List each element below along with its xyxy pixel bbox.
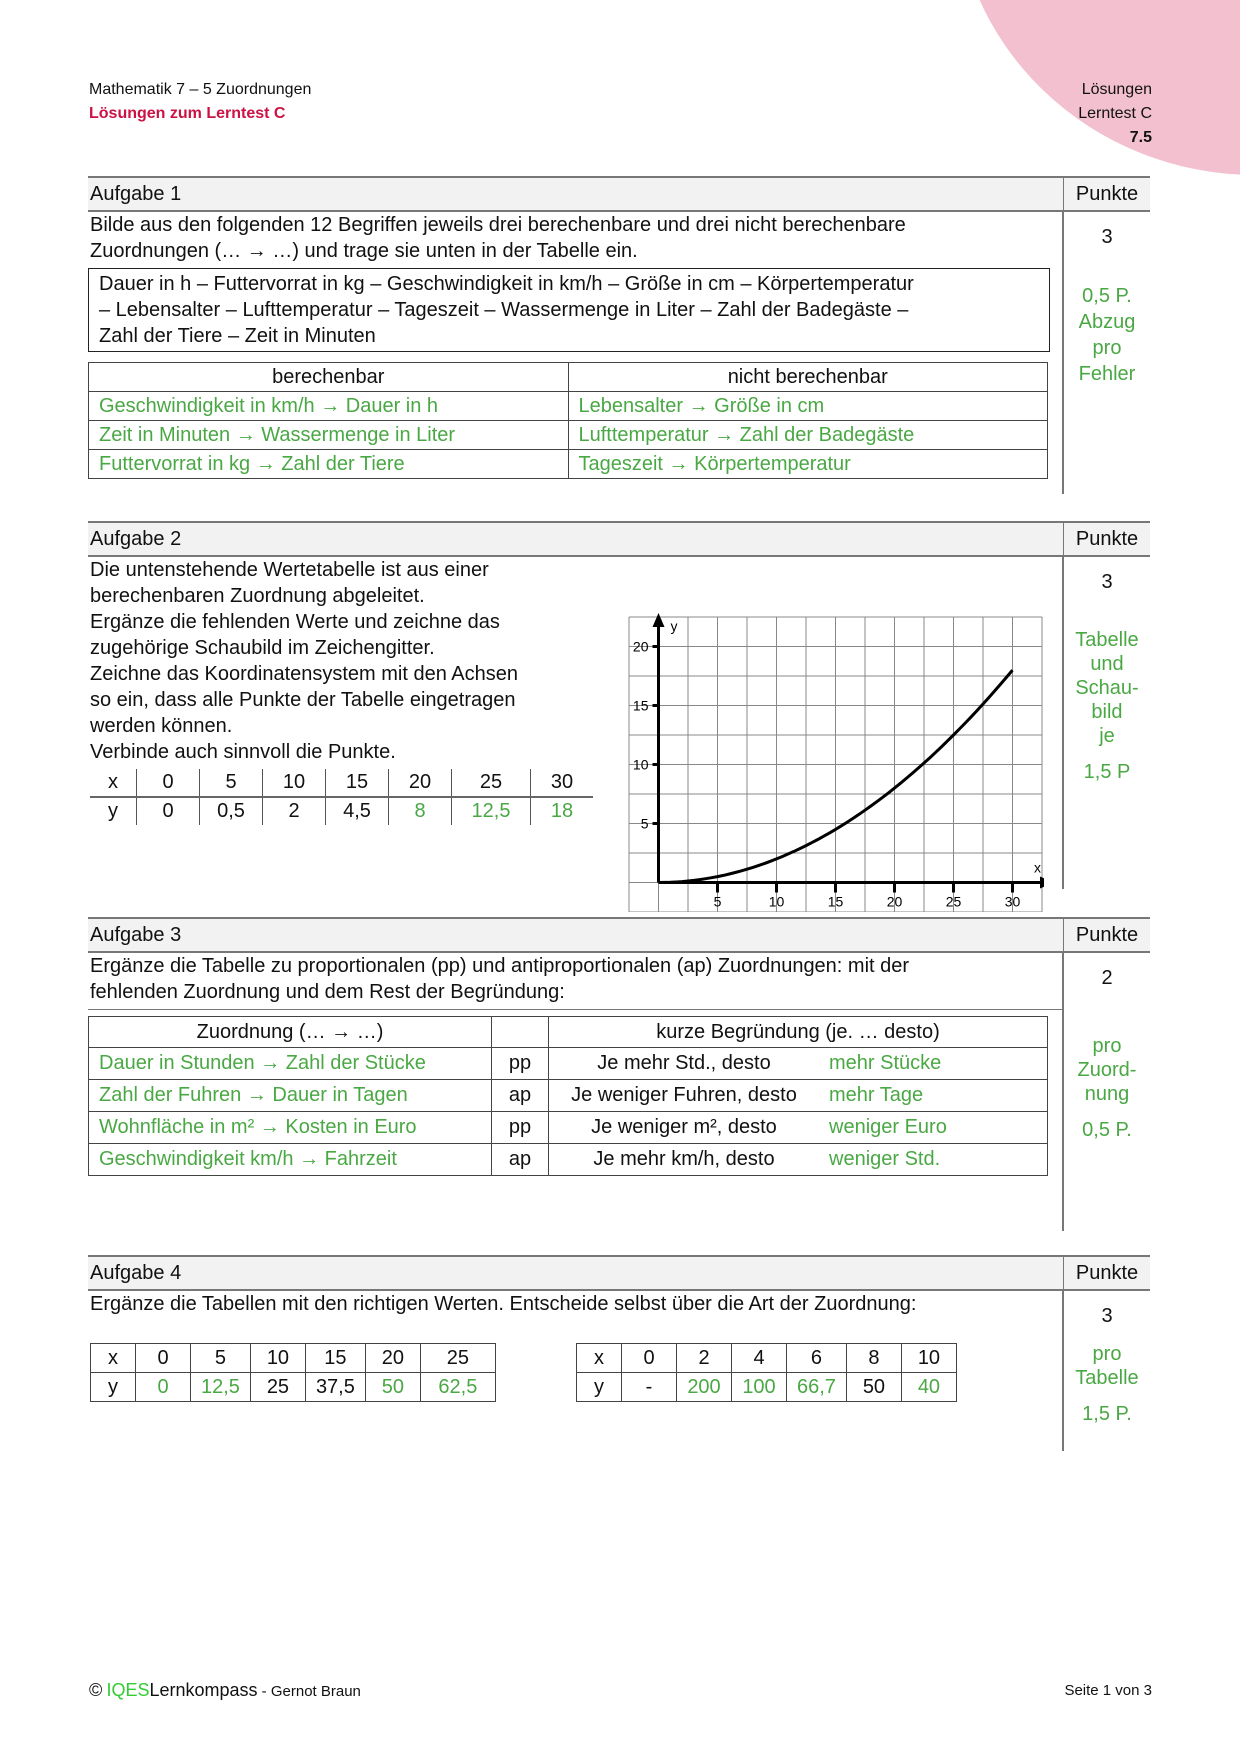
- col-header-begruendung: kurze Begründung (je. … desto): [549, 1017, 1048, 1048]
- task-1-instruction-1: Bilde aus den folgenden 12 Begriffen jeweils drei berechenbare und drei nicht berechenbare: [90, 214, 906, 236]
- value-cell: 37,5: [305, 1373, 365, 1402]
- header-right-line2: Lerntest C: [1078, 105, 1152, 122]
- task-2: [88, 521, 1150, 910]
- value-cell: 40: [901, 1373, 956, 1402]
- value-table: [90, 769, 593, 825]
- terms-line-3: Zahl der Tiere – Zeit in Minuten: [99, 325, 376, 347]
- task-2-points: [1064, 557, 1150, 889]
- course-title: Mathematik 7 – 5 Zuordnungen: [89, 81, 312, 98]
- svg-text:15: 15: [827, 893, 844, 910]
- note-line: Schau-: [1075, 677, 1139, 699]
- value-cell: 8: [846, 1344, 901, 1373]
- type-cell: pp: [492, 1048, 549, 1080]
- row-label: y: [577, 1373, 622, 1402]
- terms-line-2: – Lebensalter – Lufttemperatur – Tageszeit – Wassermenge in Liter – Zahl der Badegäste –: [99, 299, 909, 321]
- task-4-table-1: [90, 1343, 496, 1402]
- value-cell: 6: [787, 1344, 847, 1373]
- value-cell: 4,5: [326, 797, 389, 825]
- answer-cell: Tageszeit → Körpertemperatur: [568, 450, 1048, 479]
- task-3-instruction-2: fehlenden Zuordnung und dem Rest der Begründung:: [88, 979, 1062, 1010]
- note-line: pro: [1092, 337, 1122, 359]
- value-cell: 25: [420, 1344, 495, 1373]
- value-cell: 4: [732, 1344, 787, 1373]
- note-line: Zuord-: [1077, 1059, 1137, 1081]
- value-cell: 12,5: [191, 1373, 251, 1402]
- value-cell: 200: [677, 1373, 732, 1402]
- value-cell: 12,5: [452, 797, 531, 825]
- table-row: [89, 421, 1048, 450]
- task-4-table-2: [576, 1343, 957, 1402]
- svg-text:30: 30: [1004, 893, 1021, 910]
- instruction-line: Zeichne das Koordinatensystem mit den Achsen: [90, 663, 519, 685]
- task-3-points: [1064, 953, 1150, 1231]
- col-header-type: [492, 1017, 549, 1048]
- task-3-table: [88, 1016, 1048, 1176]
- author: - Gernot Braun: [257, 1683, 361, 1700]
- page-header-left: [89, 78, 311, 126]
- answer-cell: mehr Stücke: [819, 1048, 1048, 1080]
- document-subtitle: Lösungen zum Lerntest C: [89, 105, 286, 122]
- table-row: [89, 1048, 1048, 1080]
- task-3-instruction-1: Ergänze die Tabelle zu proportionalen (pp) und antiproportionalen (ap) Zuordnungen: mit der: [90, 955, 910, 977]
- answer-cell: weniger Euro: [819, 1112, 1048, 1144]
- footer-left: [89, 1680, 361, 1701]
- answer-cell: weniger Std.: [819, 1144, 1048, 1176]
- value-cell: -: [622, 1373, 677, 1402]
- value-cell: 10: [263, 769, 326, 797]
- task-1-title: Aufgabe 1: [88, 178, 1064, 210]
- value-cell: 10: [901, 1344, 956, 1373]
- value-cell: 50: [846, 1373, 901, 1402]
- note-line: bild: [1091, 701, 1123, 723]
- answer-cell: Zeit in Minuten → Wassermenge in Liter: [89, 421, 569, 450]
- note-line: pro: [1092, 1035, 1122, 1057]
- task-2-title: Aufgabe 2: [88, 523, 1064, 555]
- value-cell: 25: [250, 1373, 305, 1402]
- value-cell: 0: [622, 1344, 677, 1373]
- table-row: [89, 1080, 1048, 1112]
- row-label: x: [577, 1344, 622, 1373]
- type-cell: ap: [492, 1144, 549, 1176]
- points-header: Punkte: [1075, 924, 1139, 946]
- value-cell: 8: [389, 797, 452, 825]
- value-cell: 62,5: [420, 1373, 495, 1402]
- brand-iqes: IQES: [106, 1680, 150, 1700]
- note-points: 1,5 P: [1083, 761, 1131, 783]
- task-3: [88, 917, 1150, 1231]
- brand-lernkompass: Lernkompass: [149, 1680, 258, 1700]
- value-cell: 10: [250, 1344, 305, 1373]
- table-row: [89, 1112, 1048, 1144]
- svg-text:25: 25: [945, 893, 962, 910]
- type-cell: ap: [492, 1080, 549, 1112]
- value-cell: 0: [136, 1373, 191, 1402]
- svg-text:20: 20: [886, 893, 903, 910]
- col-header-berechenbar: berechenbar: [89, 363, 569, 392]
- task-4-title: Aufgabe 4: [88, 1257, 1064, 1289]
- table-row: [89, 1144, 1048, 1176]
- row-label: y: [90, 797, 137, 825]
- header-right-line1: Lösungen: [1081, 81, 1152, 98]
- svg-text:20: 20: [632, 638, 649, 655]
- value-cell: 100: [732, 1373, 787, 1402]
- value-cell: 0: [137, 769, 200, 797]
- svg-text:y: y: [670, 618, 678, 634]
- terms-line-1: Dauer in h – Futtervorrat in kg – Geschwindigkeit in km/h – Größe in cm – Körpertemperatur: [99, 273, 914, 295]
- points-header: Punkte: [1075, 528, 1139, 550]
- points-header: Punkte: [1075, 183, 1139, 205]
- instruction-line: Verbinde auch sinnvoll die Punkte.: [90, 741, 396, 763]
- points-value: 3: [1101, 1305, 1113, 1327]
- reason-cell: Je mehr Std., desto: [549, 1048, 820, 1080]
- answer-cell: Futtervorrat in kg → Zahl der Tiere: [89, 450, 569, 479]
- svg-text:10: 10: [632, 756, 649, 773]
- points-note: [1064, 1034, 1150, 1142]
- answer-cell: mehr Tage: [819, 1080, 1048, 1112]
- coordinate-grid-chart: [624, 612, 1044, 912]
- note-line: Abzug: [1078, 311, 1136, 333]
- col-header-nicht-berechenbar: nicht berechenbar: [568, 363, 1048, 392]
- value-cell: 18: [550, 800, 574, 822]
- task-1-instruction-2: Zuordnungen (… → …) und trage sie unten in der Tabelle ein.: [90, 240, 638, 262]
- row-label: y: [91, 1373, 136, 1402]
- mapping-cell: Zahl der Fuhren → Dauer in Tagen: [89, 1080, 492, 1112]
- points-value: 3: [1101, 226, 1113, 248]
- row-label: x: [90, 769, 137, 797]
- instruction-line: zugehörige Schaubild im Zeichengitter.: [90, 637, 435, 659]
- task-4-points: [1064, 1291, 1150, 1451]
- task-1-points: [1064, 212, 1150, 494]
- task-2-instructions: [88, 557, 570, 765]
- note-line: und: [1090, 653, 1124, 675]
- value-cell: 66,7: [787, 1373, 847, 1402]
- points-header: Punkte: [1075, 1262, 1139, 1284]
- task-4-header: [88, 1255, 1150, 1291]
- points-note: [1064, 283, 1150, 387]
- mapping-cell: Dauer in Stunden → Zahl der Stücke: [89, 1048, 492, 1080]
- task-1-table: [88, 362, 1048, 479]
- instruction-line: so ein, dass alle Punkte der Tabelle eingetragen: [90, 689, 516, 711]
- points-note: [1064, 1342, 1150, 1426]
- note-points: 0,5 P.: [1082, 1119, 1132, 1141]
- task-3-header: [88, 917, 1150, 953]
- svg-text:5: 5: [640, 815, 649, 832]
- svg-text:15: 15: [632, 697, 649, 714]
- page-number: Seite 1 von 3: [1064, 1682, 1152, 1699]
- value-cell: 5: [200, 769, 263, 797]
- value-cell: 15: [305, 1344, 365, 1373]
- note-line: nung: [1084, 1083, 1130, 1105]
- instruction-line: Ergänze die fehlenden Werte und zeichne das: [90, 611, 500, 633]
- note-line: je: [1099, 725, 1115, 747]
- svg-text:10: 10: [768, 893, 785, 910]
- task-1-header: [88, 176, 1150, 212]
- reason-cell: Je weniger Fuhren, desto: [549, 1080, 820, 1112]
- value-cell: 5: [191, 1344, 251, 1373]
- col-header-zuordnung: Zuordnung (… → …): [89, 1017, 492, 1048]
- note-line: Fehler: [1078, 363, 1136, 385]
- value-cell: 0,5: [200, 797, 263, 825]
- points-value: 2: [1101, 967, 1113, 989]
- instruction-line: berechenbaren Zuordnung abgeleitet.: [90, 585, 425, 607]
- table-row: [89, 392, 1048, 421]
- reason-cell: Je mehr km/h, desto: [549, 1144, 820, 1176]
- task-4: [88, 1255, 1150, 1451]
- copyright-symbol: ©: [89, 1680, 103, 1700]
- value-cell: 30: [531, 769, 594, 797]
- svg-text:5: 5: [713, 893, 722, 910]
- answer-cell: Geschwindigkeit in km/h → Dauer in h: [89, 392, 569, 421]
- reason-cell: Je weniger m², desto: [549, 1112, 820, 1144]
- mapping-cell: Wohnfläche in m² → Kosten in Euro: [89, 1112, 492, 1144]
- mapping-cell: Geschwindigkeit km/h → Fahrzeit: [89, 1144, 492, 1176]
- value-cell: 50: [365, 1373, 420, 1402]
- table-row: [89, 450, 1048, 479]
- value-cell: 20: [389, 769, 452, 797]
- task-1: [88, 176, 1150, 494]
- value-cell: 0: [136, 1344, 191, 1373]
- row-label: x: [91, 1344, 136, 1373]
- svg-text:x: x: [1034, 859, 1041, 876]
- terms-box: [88, 268, 1050, 352]
- answer-cell: Lebensalter → Größe in cm: [568, 392, 1048, 421]
- value-cell: 20: [365, 1344, 420, 1373]
- type-cell: pp: [492, 1112, 549, 1144]
- instruction-line: Die untenstehende Wertetabelle ist aus einer: [90, 559, 489, 581]
- points-value: 3: [1101, 571, 1113, 593]
- chapter-number: 7.5: [1129, 129, 1152, 146]
- value-cell: 25: [452, 769, 531, 797]
- note-line: Tabelle: [1075, 1367, 1139, 1389]
- value-cell: 2: [677, 1344, 732, 1373]
- note-points: 1,5 P.: [1082, 1403, 1132, 1425]
- task-3-title: Aufgabe 3: [88, 919, 1064, 951]
- value-cell: 0: [137, 797, 200, 825]
- note-line: Tabelle: [1075, 629, 1139, 651]
- value-cell: 15: [326, 769, 389, 797]
- page-header-right: [1078, 78, 1152, 150]
- note-line: pro: [1092, 1343, 1122, 1365]
- value-cell: 2: [263, 797, 326, 825]
- points-note: [1064, 628, 1150, 784]
- task-4-instruction: Ergänze die Tabellen mit den richtigen Werten. Entscheide selbst über die Art der Zuordnung:: [90, 1293, 917, 1315]
- note-line: 0,5 P.: [1082, 285, 1132, 307]
- answer-cell: Lufttemperatur → Zahl der Badegäste: [568, 421, 1048, 450]
- task-2-header: [88, 521, 1150, 557]
- instruction-line: werden können.: [90, 715, 233, 737]
